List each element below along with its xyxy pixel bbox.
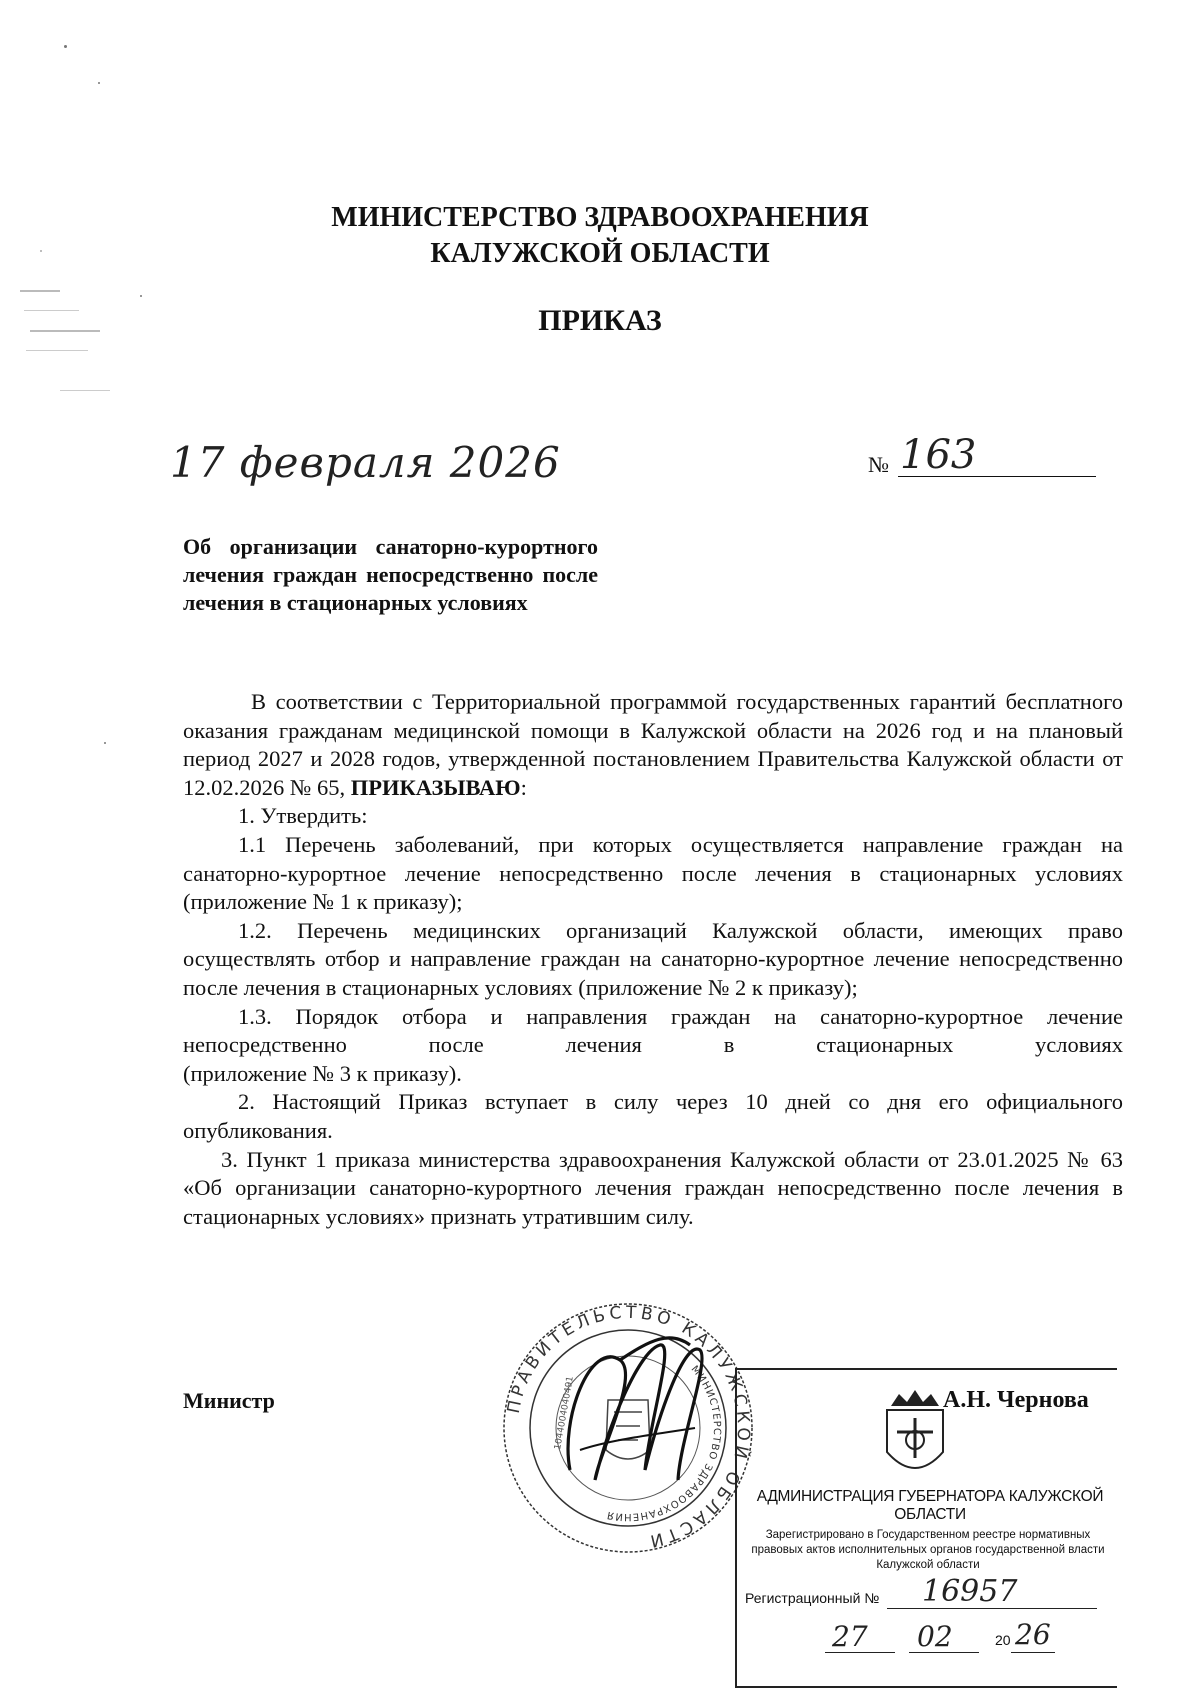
registration-number-handwritten: 16957 — [922, 1574, 1018, 1609]
registration-year-underline — [1011, 1652, 1055, 1653]
registration-month-underline — [909, 1652, 979, 1653]
intro-end: : — [520, 774, 527, 800]
registration-year-prefix: 20 — [995, 1632, 1011, 1648]
item-3: 3. Пункт 1 приказа министерства здравоохранения Калужской области от 23.01.2025 № 63 «Об организации санаторно-курортного лечения граждан непосредственно после лечения в стационарных условиях» признать утратившим силу. — [183, 1146, 1123, 1229]
intro-bold: ПРИКАЗЫВАЮ — [350, 774, 521, 800]
signer-position: Министр — [183, 1388, 275, 1413]
registration-note — [743, 1528, 1113, 1573]
item-1-3-line3: (приложение № 3 к приказу). — [183, 1060, 462, 1086]
registration-note-line3: Калужской области — [876, 1559, 980, 1571]
order-date-handwritten: 17 февраля 2026 — [170, 438, 561, 487]
document-type: ПРИКАЗ — [538, 304, 662, 337]
intro-paragraph — [183, 688, 1123, 802]
ministry-title-line1: МИНИСТЕРСТВО ЗДРАВООХРАНЕНИЯ — [331, 202, 869, 233]
registration-authority: АДМИНИСТРАЦИЯ ГУБЕРНАТОРА КАЛУЖСКОЙ ОБЛАСТИ — [756, 1488, 1104, 1523]
item-2: 2. Настоящий Приказ вступает в силу через 10 дней со дня его официального опубликования. — [183, 1089, 1123, 1143]
signer-name: А.Н. Чернова — [943, 1387, 1089, 1413]
registration-day-underline — [825, 1652, 895, 1653]
item-1: 1. Утвердить: — [238, 803, 368, 829]
seal-outer-text: ПРАВИТЕЛЬСТВО КАЛУЖСКОЙ ОБЛАСТИ — [503, 1302, 754, 1552]
item-1-3-line1: 1.3. Порядок отбора и направления граждан на санаторно-курортное лечение — [238, 1003, 1123, 1029]
scan-artifacts — [0, 0, 170, 800]
registration-year-handwritten: 26 — [1015, 1618, 1051, 1651]
registration-stamp — [735, 1368, 1117, 1688]
registration-note-line1: Зарегистрировано в Государственном реестре нормативных — [765, 1529, 1091, 1541]
order-number-underline — [898, 476, 1096, 477]
order-subject: Об организации санаторно-курортного лечения граждан непосредственно после лечения в стационарных условиях — [183, 534, 598, 615]
item-1-3-line2: непосредственно после лечения в стационарных условиях — [183, 1032, 1123, 1058]
signature-stroke — [580, 1428, 695, 1450]
official-seal — [500, 1300, 756, 1556]
registration-month-handwritten: 02 — [917, 1620, 953, 1653]
ministry-title-line2: КАЛУЖСКОЙ ОБЛАСТИ — [430, 238, 770, 269]
item-1-1: 1.1 Перечень заболеваний, при которых осуществляется направление граждан на санаторно-курортное лечение непосредственно после лечения в стационарных условиях (приложение № 1 к приказу); — [183, 831, 1123, 915]
registration-note-line2: правовых актов исполнительных органов государственной власти — [751, 1544, 1105, 1556]
intro-text: В соответствии с Территориальной программой государственных гарантий бесплатного оказания гражданам медицинской помощи в Калужской области на 2026 год и на плановый период 2027 и 2028 годов, утвержденной постановлением Правительства Калужской области от 12.02.2026 № 65, — [183, 689, 1123, 800]
order-number-handwritten: 163 — [900, 432, 977, 478]
order-body — [183, 688, 1123, 1231]
registration-day-handwritten: 27 — [832, 1620, 868, 1653]
seal-inner-text: МИНИСТЕРСТВО ЗДРАВООХРАНЕНИЯ — [605, 1363, 723, 1523]
kaluga-coat-of-arms-icon — [883, 1388, 947, 1488]
item-1-2: 1.2. Перечень медицинских организаций Калужской области, имеющих право осуществлять отбор и направление граждан на санаторно-курортное лечение непосредственно после лечения в стационарных условиях (приложение № 2 к приказу); — [183, 917, 1123, 1000]
seal-code: 1044004040491 — [553, 1375, 576, 1451]
order-number-prefix: № — [868, 452, 889, 477]
registration-number-label: Регистрационный № — [745, 1590, 880, 1606]
